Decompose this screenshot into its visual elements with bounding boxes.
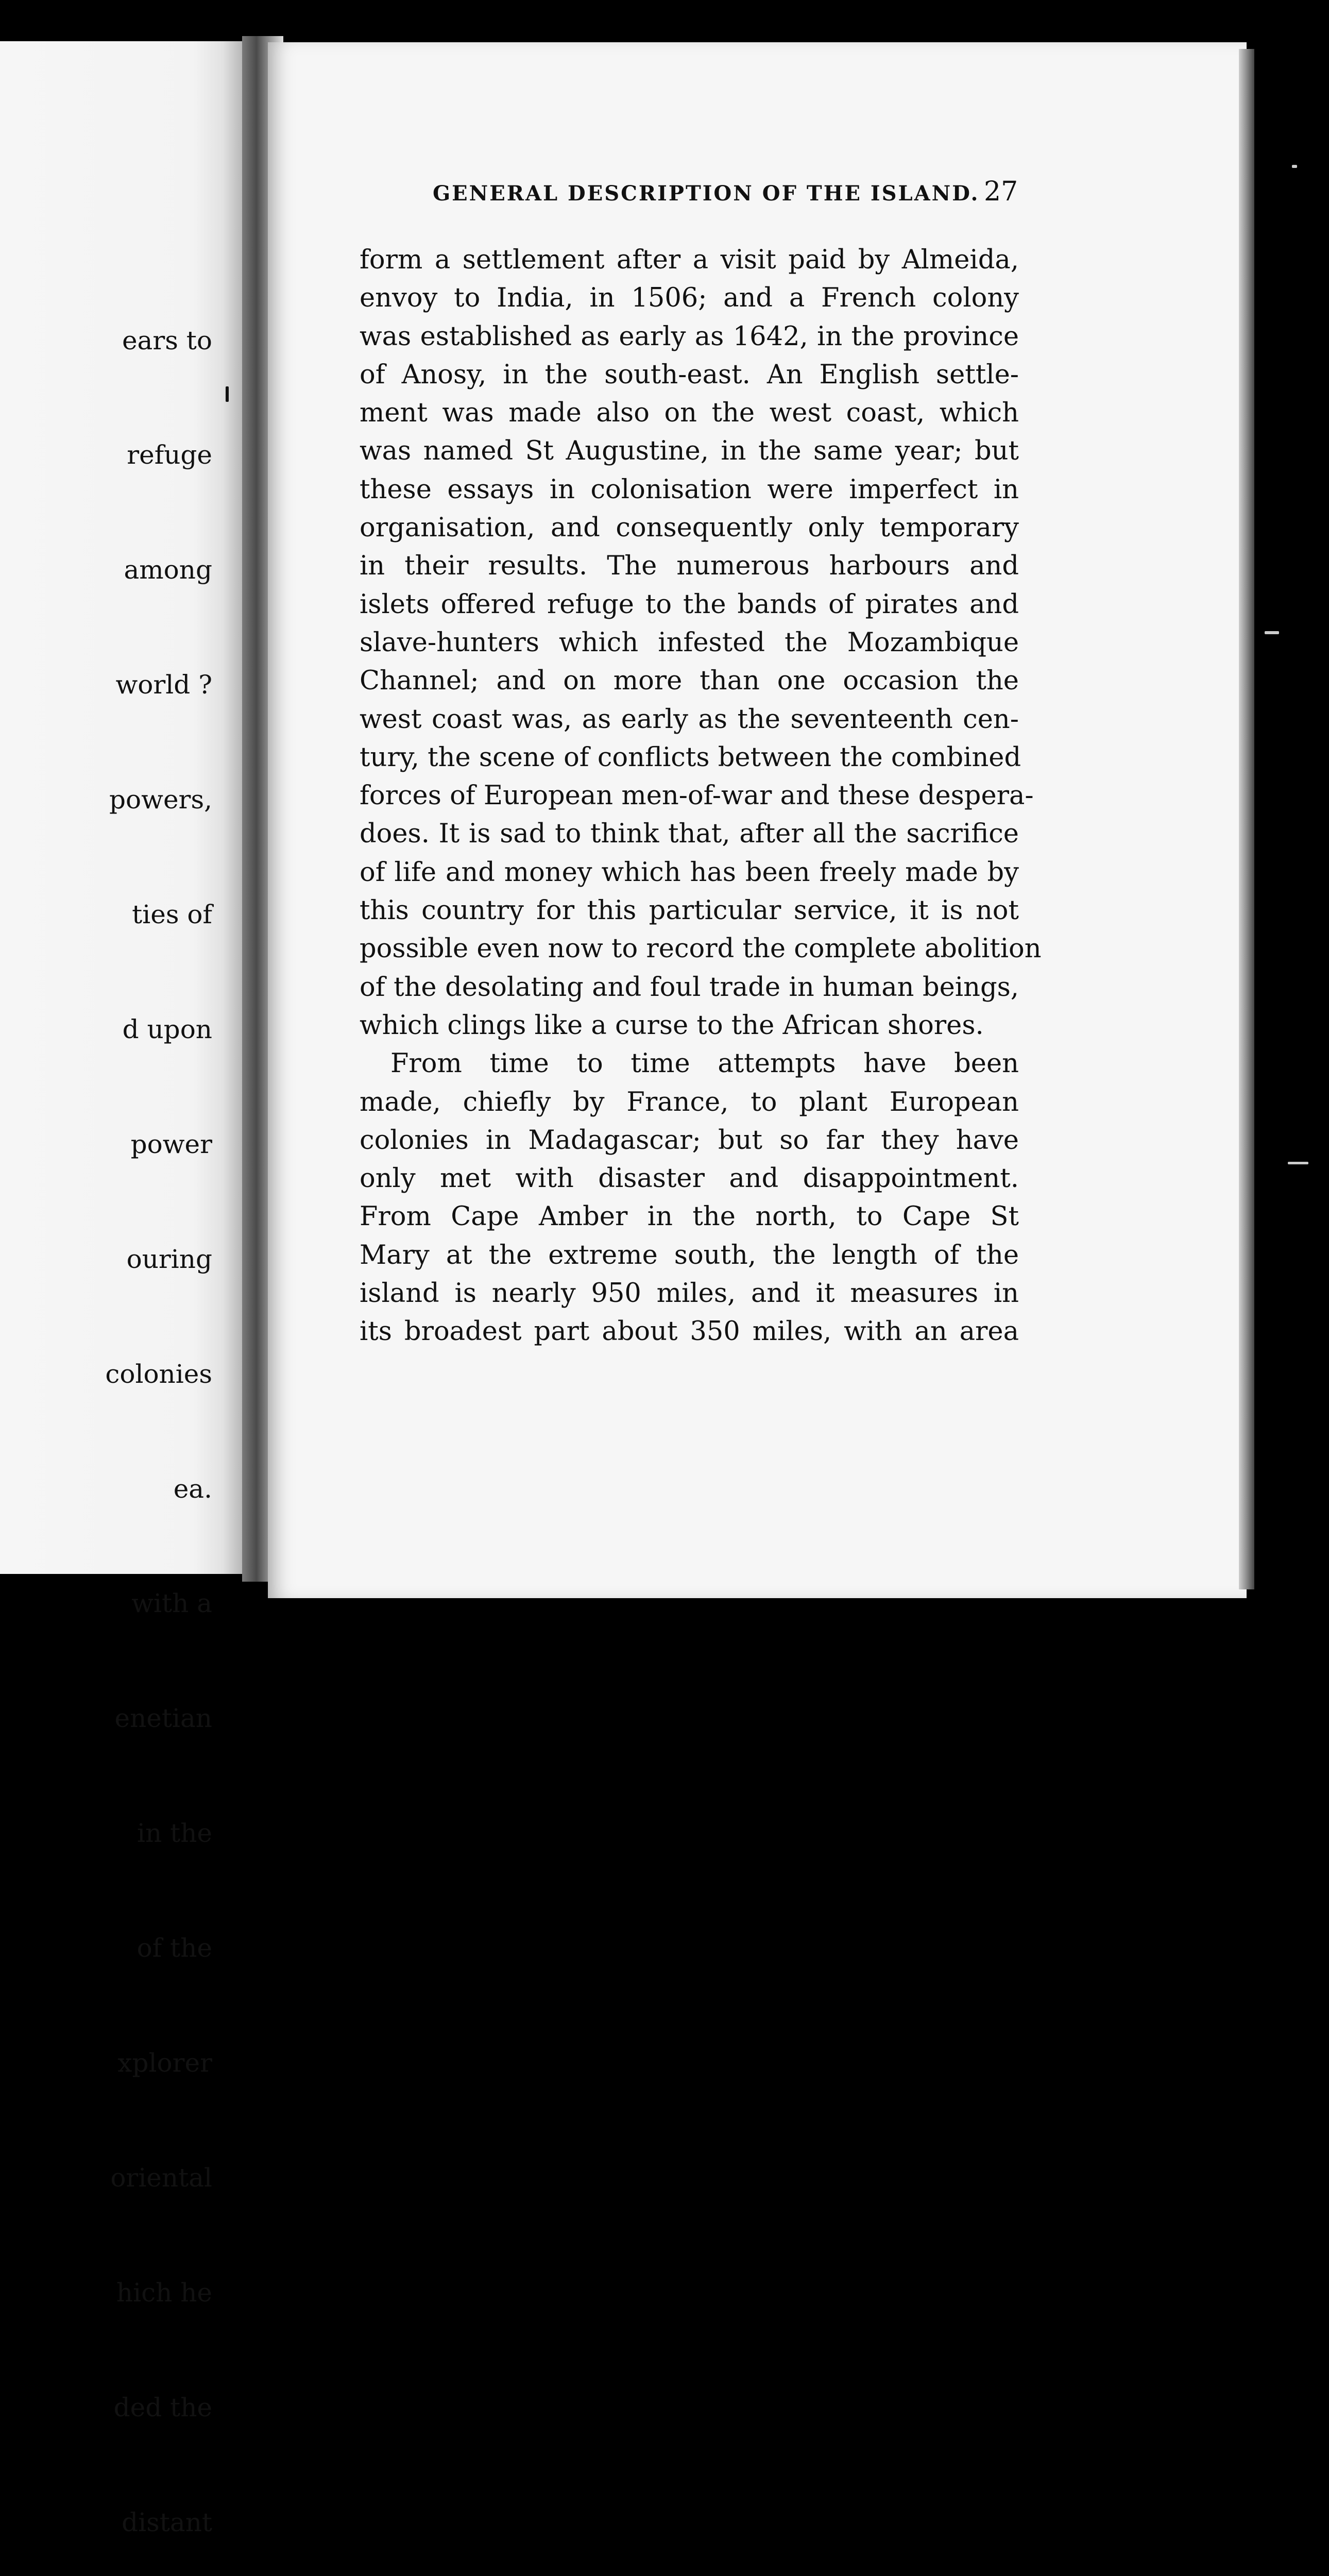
page-edge [1239, 49, 1254, 1589]
left-line: world ? [115, 670, 212, 700]
text-line: form a settlement after a visit paid by Almeida, [360, 245, 1019, 275]
left-line: d upon [122, 1014, 212, 1044]
scan-speck [1265, 631, 1279, 634]
scan-speck [1288, 1162, 1308, 1164]
text-line: tury, the scene of conflicts between the combined [360, 742, 1021, 773]
left-line: distant [122, 2507, 212, 2537]
text-line: From time to time attempts have been [390, 1048, 1019, 1079]
text-line: colonies in Madagascar; but so far they have [360, 1125, 1019, 1156]
text-line: this country for this particular service, it is not [360, 895, 1019, 926]
text-line: From Cape Amber in the north, to Cape St [360, 1201, 1019, 1232]
running-head: GENERAL DESCRIPTION OF THE ISLAND. [433, 181, 980, 206]
left-line: ears to [122, 325, 212, 355]
text-line: was established as early as 1642, in the province [360, 321, 1019, 352]
text-line: these essays in colonisation were imperfect in [360, 474, 1019, 505]
text-line: of Anosy, in the south-east. An English settle- [360, 359, 1019, 390]
text-line: made, chiefly by France, to plant European [360, 1087, 1019, 1117]
left-line: with a [131, 1588, 212, 1619]
left-line: in the [137, 1818, 212, 1849]
text-line: forces of European men-of-war and these despera- [360, 781, 1034, 811]
text-line: possible even now to record the complete abolition [360, 934, 1042, 964]
text-line: island is nearly 950 miles, and it measures in [360, 1278, 1019, 1309]
text-line: Mary at the extreme south, the length of the [360, 1240, 1019, 1270]
text-line: of life and money which has been freely made by [360, 857, 1019, 888]
left-line: ded the [113, 2392, 212, 2422]
left-line: of the [137, 1933, 212, 1963]
left-line: among [124, 555, 212, 585]
left-line: powers, [109, 785, 212, 815]
text-line: only met with disaster and disappointment. [360, 1163, 1019, 1194]
text-line: of the desolating and foul trade in human beings, [360, 972, 1019, 1003]
text-line: ment was made also on the west coast, which [360, 398, 1019, 429]
body-text [360, 241, 1042, 1351]
text-line: does. It is sad to think that, after all the sacrifice [360, 819, 1019, 850]
left-page [0, 41, 242, 2537]
left-line: hich he [116, 2277, 212, 2308]
left-line: refuge [127, 440, 212, 470]
left-line: oriental [110, 2162, 212, 2193]
left-line: xplorer [117, 2047, 212, 2078]
text-line: islets offered refuge to the bands of pirates and [360, 589, 1019, 620]
text-line: was named St Augustine, in the same year; but [360, 436, 1019, 467]
scan-speck [1292, 165, 1297, 168]
page-number: 27 [984, 176, 1018, 207]
text-line: which clings like a curse to the African shores. [360, 1010, 984, 1041]
text-line: organisation, and consequently only temporary [360, 513, 1019, 544]
left-page-text [105, 245, 212, 2576]
text-line: Channel; and on more than one occasion the [360, 666, 1019, 697]
text-line: in their results. The numerous harbours and [360, 551, 1019, 582]
text-line: west coast was, as early as the seventeenth cen- [360, 704, 1019, 735]
text-line: envoy to India, in 1506; and a French colony [360, 283, 1019, 314]
left-line: ea. [173, 1473, 212, 1504]
scan-speck [226, 386, 229, 402]
left-line: colonies [105, 1359, 212, 1389]
left-line: power [130, 1129, 212, 1159]
left-line: enetian [114, 1703, 212, 1734]
text-line: its broadest part about 350 miles, with an area [360, 1316, 1019, 1347]
left-line: ouring [126, 1244, 212, 1274]
text-line: slave-hunters which infested the Mozambique [360, 627, 1019, 658]
left-line: ties of [132, 900, 212, 930]
